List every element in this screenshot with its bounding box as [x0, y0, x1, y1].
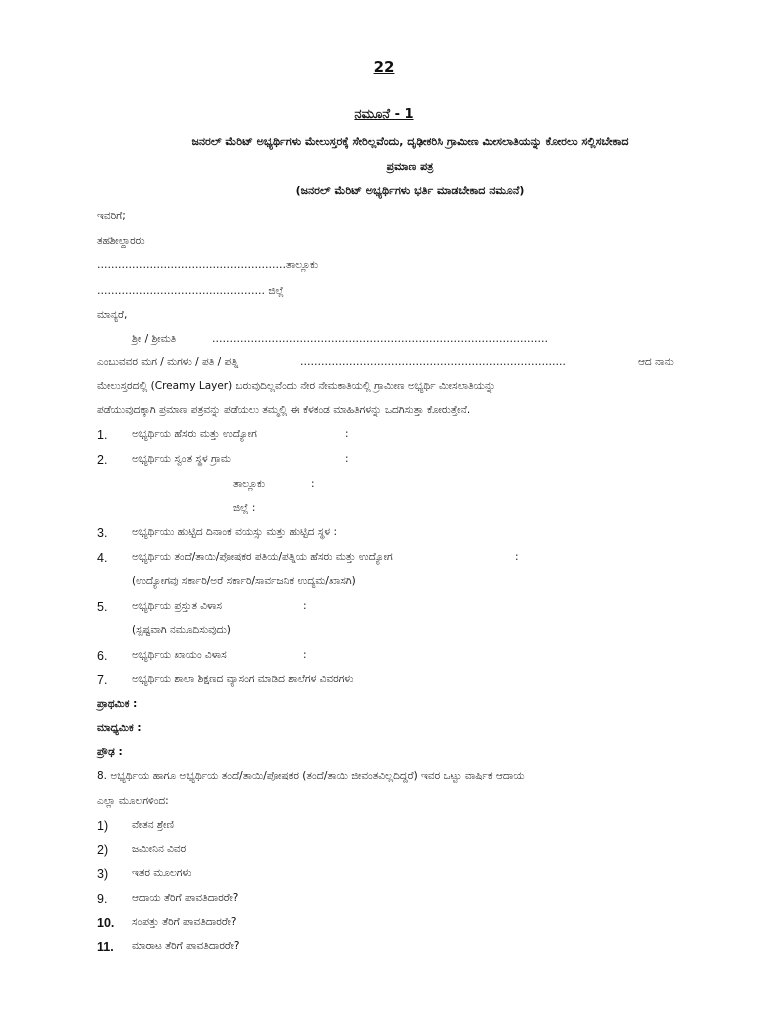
item-4-colon: : — [515, 551, 519, 563]
address-tahsildar: ತಹಶೀಲ್ದಾರರು — [97, 235, 145, 247]
item-2-text: ಅಭ್ಯರ್ಥಿಯ ಸ್ವಂತ ಸ್ಥಳ ಗ್ರಾಮ — [132, 453, 231, 465]
salutation: ಮಾನ್ಯರೆ, — [97, 309, 128, 321]
item-5-colon: : — [303, 600, 307, 612]
item-5-note: (ಸ್ಪಷ್ಟವಾಗಿ ನಮೂದಿಸುವುದು) — [132, 624, 231, 636]
item-3-text: ಅಭ್ಯರ್ಥಿಯು ಹುಟ್ಟಿದ ದಿನಾಂಕ ವಯಸ್ಸು ಮತ್ತು ಹುಟ್ಟಿದ ಸ್ಥಳ : — [132, 526, 338, 538]
item-2-number: 2. — [97, 453, 108, 467]
item-7-text: ಅಭ್ಯರ್ಥಿಯ ಶಾಲಾ ಶಿಕ್ಷಣದ ವ್ಯಾಸಂಗ ಮಾಡಿದ ಶಾಲೆಗಳ ವಿವರಗಳು — [132, 673, 354, 685]
intro-line-3: ಮೇಲುಸ್ತರದಲ್ಲಿ (Creamy Layer) ಬರುವುದಿಲ್ಲವೆಂದು ನೇರ ನೇಮಕಾತಿಯಲ್ಲಿ ಗ್ರಾಮೀಣ ಅಭ್ಯರ್ಥಿ ಮೀಸಲಾತಿಯನ್ನು — [97, 380, 496, 392]
question-9-number: 9. — [97, 892, 108, 906]
item-5-text: ಅಭ್ಯರ್ಥಿಯ ಪ್ರಸ್ತುತ ವಿಳಾಸ — [132, 600, 223, 612]
item-1-text: ಅಭ್ಯರ್ಥಿಯ ಹೆಸರು ಮತ್ತು ಉದ್ಯೋಗ — [132, 428, 257, 440]
item-4-text: ಅಭ್ಯರ್ಥಿಯ ತಂದೆ/ತಾಯಿ/ಪೋಷಕರ ಪತಿಯ/ಪತ್ನಿಯ ಹೆಸರು ಮತ್ತು ಉದ್ಯೋಗ — [132, 551, 393, 563]
intro-i-am: ಆದ ನಾನು — [638, 356, 674, 368]
address-district-line: ………………………………………… ಜಿಲ್ಲೆ — [97, 285, 284, 297]
question-9-text: ಆದಾಯ ತೆರಿಗೆ ಪಾವತಿದಾರರೇ? — [132, 892, 239, 904]
item-3-number: 3. — [97, 526, 108, 540]
income-sub-1-number: 1) — [97, 819, 109, 833]
item-5-number: 5. — [97, 600, 108, 614]
income-sub-2-text: ಜಮೀನಿನ ವಿವರ — [132, 843, 187, 855]
question-11-number: 11. — [97, 940, 114, 954]
income-line-1: 8. ಅಭ್ಯರ್ಥಿಯ ಹಾಗೂ ಅಭ್ಯರ್ಥಿಯ ತಂದೆ/ತಾಯಿ/ಪೋಷಕರ (ತಂದೆ/ತಾಯಿ ಜೀವಂತವಿಲ್ಲದಿದ್ದರೆ) ಇವರ ಒಟ್ಟು ವಾರ್ಷಿಕ ಆದಾಯ — [97, 770, 525, 782]
intro-relation-label: ಎಂಬುವವರ ಮಗ / ಮಗಳು / ಪತಿ / ಪತ್ನಿ — [97, 356, 239, 368]
question-11-text: ಮಾರಾಟ ತೆರಿಗೆ ಪಾವತಿದಾರರೇ? — [132, 940, 240, 952]
form-title-text: ನಮೂನೆ - 1 — [354, 107, 414, 122]
question-10-number: 10. — [97, 916, 115, 930]
page-number: 22 — [373, 58, 395, 76]
heading-line-3: (ಜನರಲ್ ಮೆರಿಟ್ ಅಭ್ಯರ್ಥಿಗಳು ಭರ್ತಿ ಮಾಡಬೇಕಾದ ನಮೂನೆ) — [295, 184, 525, 197]
intro-line-4: ಪಡೆಯುವುದಕ್ಕಾಗಿ ಪ್ರಮಾಣ ಪತ್ರವನ್ನು ಪಡೆಯಲು ತಮ್ಮಲ್ಲಿ ಈ ಕೆಳಕಂಡ ಮಾಹಿತಿಗಳನ್ನು ಒದಗಿಸುತ್ತಾ ಕೋರುತ್ತೇನೆ. — [97, 404, 471, 416]
school-middle: ಮಾಧ್ಯಮಿಕ : — [97, 722, 142, 734]
item-2-colon: : — [345, 453, 349, 465]
item-2-district: ಜಿಲ್ಲೆ : — [233, 502, 256, 514]
intro-relation-dots: …………………………………………………………………. — [300, 356, 566, 368]
intro-name-label: ಶ್ರೀ / ಶ್ರೀಮತಿ — [132, 333, 177, 345]
question-10-text: ಸಂಪತ್ತು ತೆರಿಗೆ ಪಾವತಿದಾರರೇ? — [132, 916, 237, 928]
income-sub-3-text: ಇತರ ಮೂಲಗಳು — [132, 867, 192, 879]
item-4-number: 4. — [97, 551, 108, 565]
heading-line-1: ಜನರಲ್ ಮೆರಿಟ್ ಅಭ್ಯರ್ಥಿಗಳು ಮೇಲುಸ್ತರಕ್ಕೆ ಸೇರಿಲ್ಲವೆಂದು, ದೃಢೀಕರಿಸಿ ಗ್ರಾಮೀಣ ಮೀಸಲಾತಿಯನ್ನು ಕೋರಲು ಸಲ್ಲಿಸಬೇಕಾದ — [191, 135, 629, 148]
income-line-2: ಎಲ್ಲಾ ಮೂಲಗಳಿಂದ: — [97, 795, 169, 807]
address-taluk-line: ………………………………………………ತಾಲ್ಲೂಕು — [97, 259, 319, 271]
item-6-colon: : — [303, 649, 307, 661]
item-2-taluk: ತಾಲ್ಲೂಕು — [233, 478, 266, 490]
heading-line-2: ಪ್ರಮಾಣ ಪತ್ರ — [386, 160, 434, 173]
income-sub-2-number: 2) — [97, 843, 109, 857]
item-7-number: 7. — [97, 673, 108, 687]
item-1-number: 1. — [97, 428, 108, 442]
item-2-taluk-colon: : — [311, 478, 315, 490]
item-6-text: ಅಭ್ಯರ್ಥಿಯ ಖಾಯಂ ವಿಳಾಸ — [132, 649, 227, 661]
item-6-number: 6. — [97, 649, 108, 663]
form-title — [0, 107, 768, 122]
income-sub-1-text: ವೇತನ ಶ್ರೇಣಿ — [132, 819, 174, 831]
intro-name-dots: …………………………………………………………………………………… — [212, 333, 548, 345]
school-primary: ಪ್ರಾಥಮಿಕ : — [97, 698, 138, 710]
address-to: ಇವರಿಗೆ; — [97, 210, 126, 222]
school-high: ಪ್ರೌಢ : — [97, 746, 123, 758]
item-1-colon: : — [345, 428, 349, 440]
income-sub-3-number: 3) — [97, 867, 109, 881]
item-4-note: (ಉದ್ಯೋಗವು ಸರ್ಕಾರಿ/ಅರೆ ಸರ್ಕಾರಿ/ಸಾರ್ವಜನಿಕ ಉದ್ಯಮ/ಖಾಸಗಿ) — [132, 575, 356, 587]
